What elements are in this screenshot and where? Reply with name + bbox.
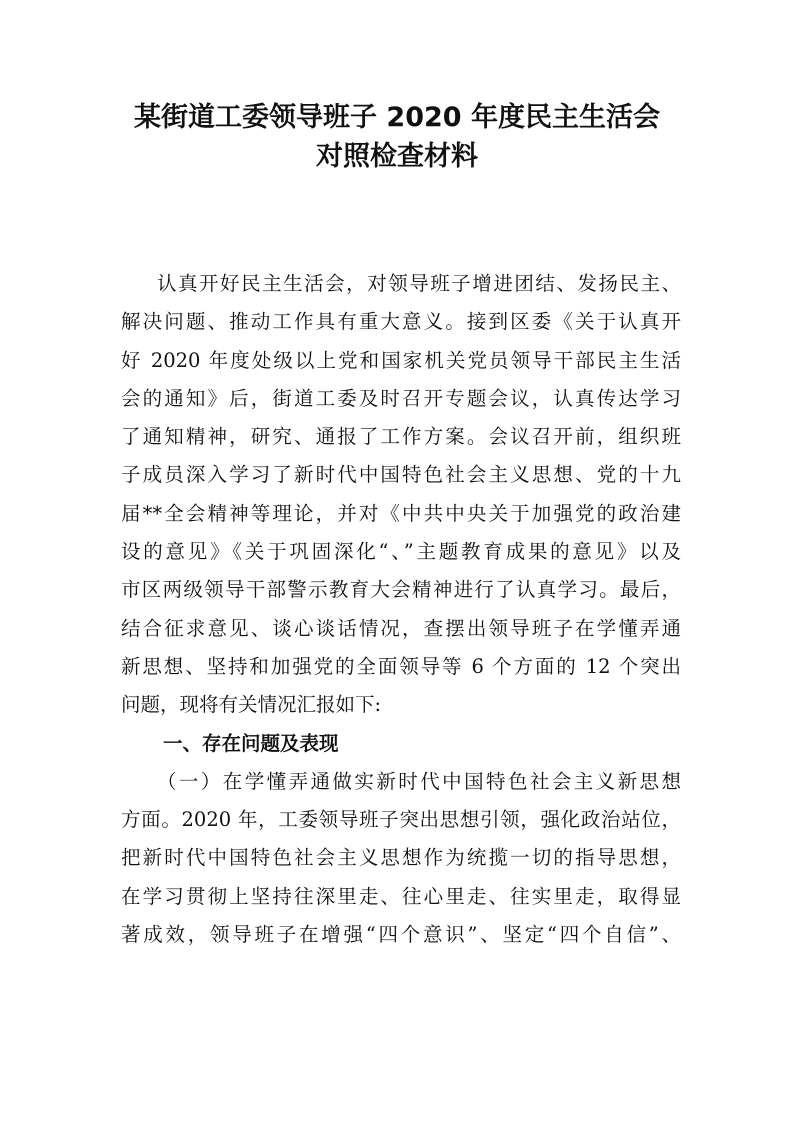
body-line-1: 认真开好民主生活会，对领导班子增进团结、发扬民主、 <box>157 272 681 295</box>
body-line-17: 在学习贯彻上坚持往深里走、往心里走、往实里走，取得显 <box>121 884 681 908</box>
document-title-line-1: 某街道工委领导班子 2020 年度民主生活会 <box>134 102 660 133</box>
body-line-6: 子成员深入学习了新时代中国特色社会主义思想、党的十九 <box>121 463 681 487</box>
body-line-2: 解决问题、推动工作具有重大意义。接到区委《关于认真开 <box>121 310 681 334</box>
body-line-5: 了通知精神，研究、通报了工作方案。会议召开前，组织班 <box>121 425 681 449</box>
body-line-11: 新思想、坚持和加强党的全面领导等 6 个方面的 12 个突出 <box>121 654 681 678</box>
body-line-12: 问题，现将有关情况汇报如下: <box>121 693 382 717</box>
body-line-7: 届**全会精神等理论，并对《中共中央关于加强党的政治建 <box>121 501 681 525</box>
document-title-line-2: 对照检查材料 <box>316 141 478 172</box>
body-line-4: 会的通知》后，街道工委及时召开专题会议，认真传达学习 <box>121 386 681 410</box>
document-body <box>121 265 681 954</box>
body-line-9: 市区两级领导干部警示教育大会精神进行了认真学习。最后， <box>121 578 681 602</box>
body-line-14: （一）在学懂弄通做实新时代中国特色社会主义新思想 <box>157 769 681 793</box>
body-line-8: 设的意见》《关于巩固深化“、”主题教育成果的意见》以及 <box>121 540 681 564</box>
body-line-16: 把新时代中国特色社会主义思想作为统揽一切的指导思想， <box>121 846 681 870</box>
body-line-10: 结合征求意见、谈心谈话情况，查摆出领导班子在学懂弄通 <box>121 616 681 640</box>
section-heading: 一、存在问题及表现 <box>163 731 339 755</box>
body-line-3: 好 2020 年度处级以上党和国家机关党员领导干部民主生活 <box>121 348 681 372</box>
body-line-18: 著成效，领导班子在增强“四个意识”、坚定“四个自信”、 <box>121 923 681 947</box>
body-line-15: 方面。2020 年，工委领导班子突出思想引领，强化政治站位， <box>121 808 681 832</box>
